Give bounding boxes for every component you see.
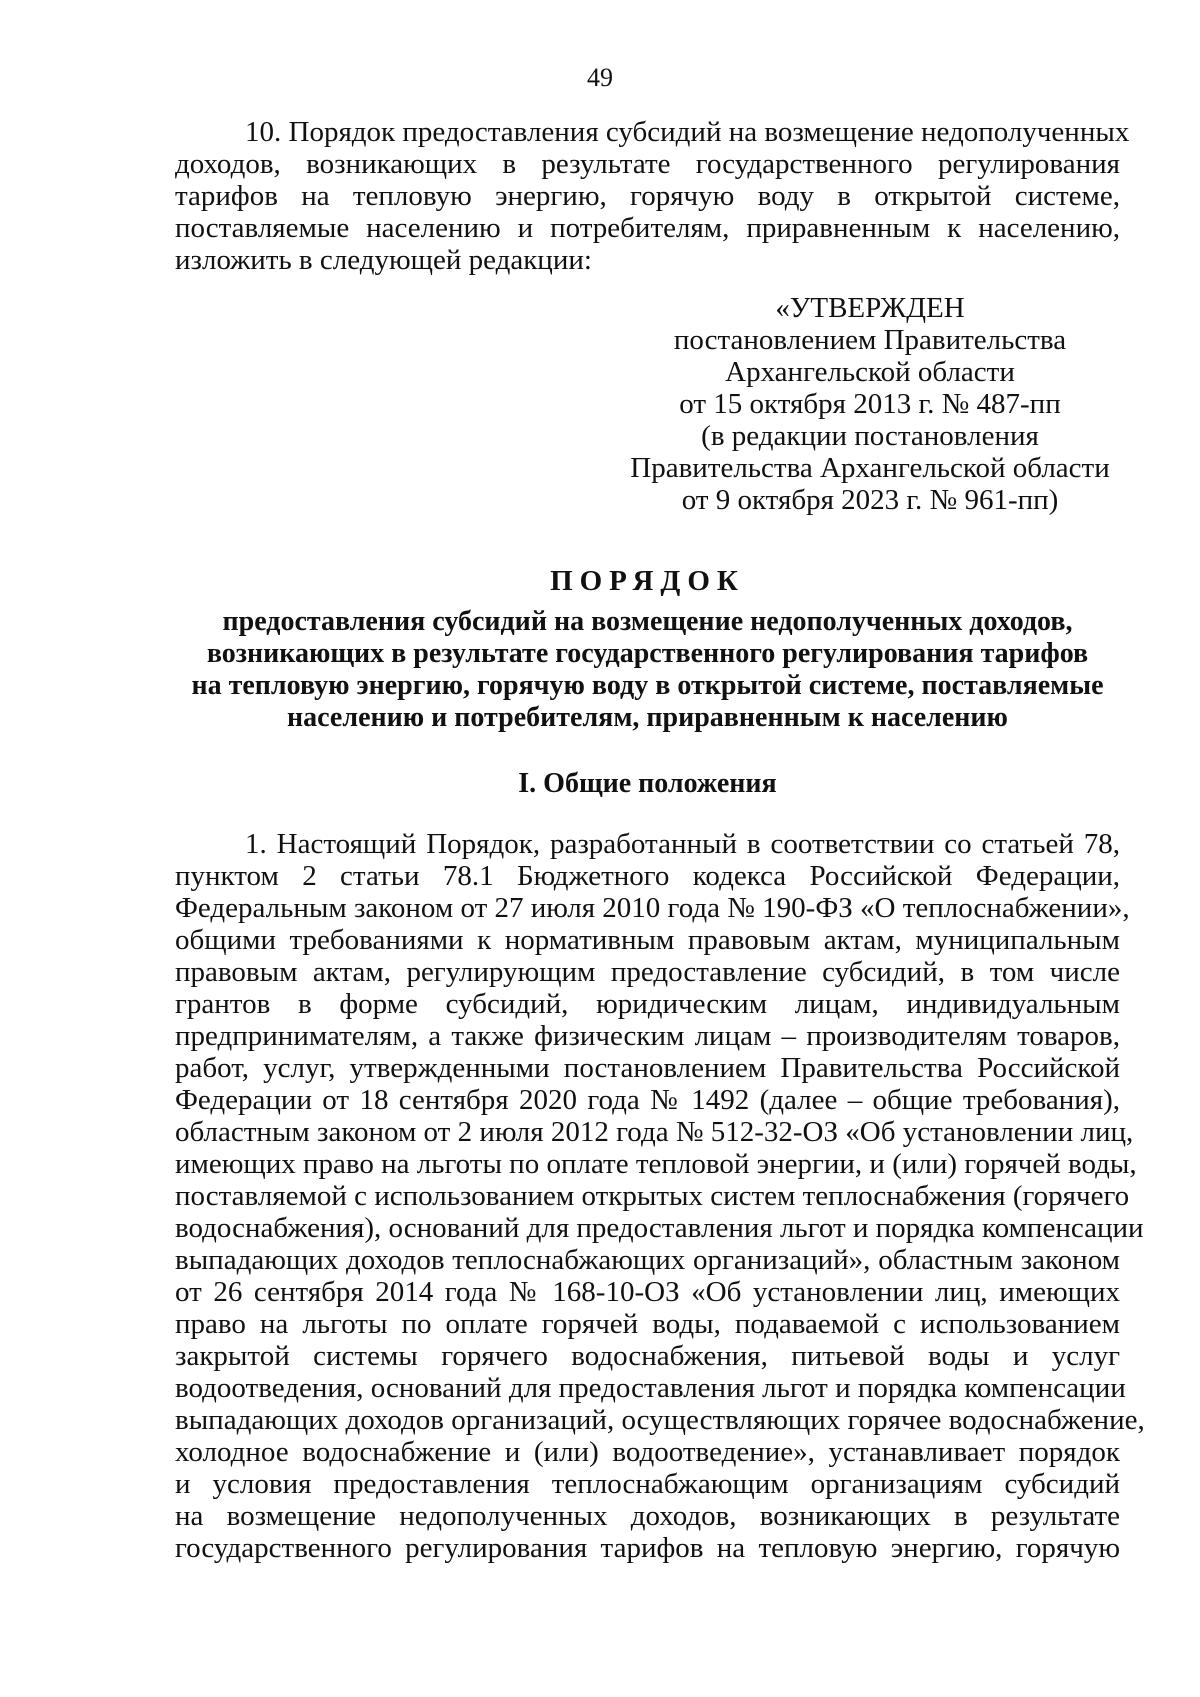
paragraph-line: выпадающих доходов организаций, осуществляющих горячее водоснабжение, — [175, 1404, 1145, 1436]
paragraph-line: Федерации от 18 сентября 2020 года № 1492 (далее – общие требования), — [175, 1084, 1120, 1116]
paragraph-line: право на льготы по оплате горячей воды, подаваемой с использованием — [175, 1308, 1120, 1340]
approval-line: Архангельской области — [725, 356, 1015, 388]
paragraph-line: поставляемой с использованием открытых систем теплоснабжения (горячего — [175, 1180, 1130, 1212]
intro-line: поставляемые населению и потребителям, приравненным к населению, — [175, 212, 1120, 244]
paragraph-line: грантов в форме субсидий, юридическим лицам, индивидуальным — [175, 988, 1120, 1020]
approval-line: (в редакции постановления — [701, 420, 1039, 452]
paragraph-line: закрытой системы горячего водоснабжения, питьевой воды и услуг — [175, 1340, 1120, 1372]
paragraph-line: выпадающих доходов теплоснабжающих организаций», областным законом — [175, 1244, 1120, 1276]
paragraph-line: 1. Настоящий Порядок, разработанный в соответствии со статьей 78, — [245, 828, 1120, 860]
paragraph-line: имеющих право на льготы по оплате тепловой энергии, и (или) горячей воды, — [175, 1148, 1137, 1180]
paragraph-line: от 26 сентября 2014 года № 168-10-ОЗ «Об установлении лиц, имеющих — [175, 1276, 1120, 1308]
intro-line: тарифов на тепловую энергию, горячую воду в открытой системе, — [175, 180, 1120, 212]
paragraph-line: на возмещение недополученных доходов, возникающих в результате — [175, 1500, 1120, 1532]
document-title: ПОРЯДОК — [550, 565, 745, 597]
paragraph-line: Федеральным законом от 27 июля 2010 года № 190-ФЗ «О теплоснабжении», — [175, 892, 1130, 924]
paragraph-line: и условия предоставления теплоснабжающим организациям субсидий — [175, 1468, 1120, 1500]
approval-stamp-block — [620, 292, 1120, 516]
section-heading: I. Общие положения — [518, 768, 777, 799]
intro-line: доходов, возникающих в результате государственного регулирования — [175, 148, 1120, 180]
paragraph-line: областным законом от 2 июля 2012 года № 512-32-ОЗ «Об установлении лиц, — [175, 1116, 1134, 1148]
paragraph-line: холодное водоснабжение и (или) водоотведение», устанавливает порядок — [175, 1436, 1120, 1468]
intro-line: изложить в следующей редакции: — [175, 244, 592, 276]
page-number: 49 — [587, 63, 613, 92]
paragraph-line: предпринимателям, а также физическим лицам – производителям товаров, — [175, 1020, 1120, 1052]
approval-line: постановлением Правительства — [673, 324, 1067, 356]
paragraph-line: государственного регулирования тарифов на тепловую энергию, горячую — [175, 1532, 1120, 1564]
subtitle-line: на тепловую энергию, горячую воду в открытой системе, поставляемые — [191, 670, 1104, 701]
paragraph-1 — [175, 828, 1145, 1564]
paragraph-line: водоснабжения), оснований для предоставления льгот и порядка компенсации — [175, 1212, 1144, 1244]
approval-line: Правительства Архангельской области — [630, 452, 1110, 484]
subtitle-line: предоставления субсидий на возмещение недополученных доходов, — [222, 606, 1073, 637]
intro-paragraph — [175, 116, 1130, 276]
subtitle-line: населению и потребителям, приравненным к населению — [287, 702, 1008, 733]
approval-line: от 9 октября 2023 г. № 961-пп) — [681, 484, 1059, 516]
approval-line: «УТВЕРЖДЕН — [775, 292, 965, 324]
document-subtitle — [175, 606, 1120, 734]
subtitle-line: возникающих в результате государственного регулирования тарифов — [206, 638, 1089, 669]
approval-line: от 15 октября 2013 г. № 487-пп — [679, 388, 1061, 420]
paragraph-line: пунктом 2 статьи 78.1 Бюджетного кодекса Российской Федерации, — [175, 860, 1120, 892]
paragraph-line: водоотведения, оснований для предоставления льгот и порядка компенсации — [175, 1372, 1126, 1404]
paragraph-line: общими требованиями к нормативным правовым актам, муниципальным — [175, 924, 1120, 956]
paragraph-line: правовым актам, регулирующим предоставление субсидий, в том числе — [175, 956, 1120, 988]
intro-line: 10. Порядок предоставления субсидий на возмещение недополученных — [245, 116, 1130, 148]
paragraph-line: работ, услуг, утвержденными постановлением Правительства Российской — [175, 1052, 1120, 1084]
